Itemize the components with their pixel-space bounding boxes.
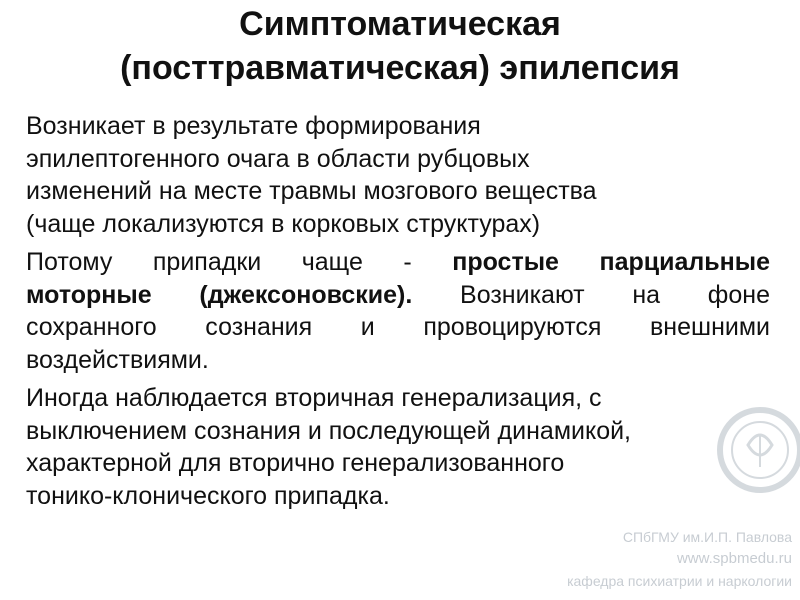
text-line: изменений на месте травмы мозгового вещества [26,177,597,205]
text-line: сохранного сознания и провоцируются внешними [26,313,770,341]
title-line-2: (посттравматическая) эпилепсия [120,49,680,87]
watermark-university: СПбГМУ им.И.П. Павлова [622,529,792,545]
text-line: Иногда наблюдается вторичная генерализация, с [26,384,602,412]
text-line: эпилептогенного очага в области рубцовых [26,144,530,173]
slide-body [26,110,770,518]
text-normal: Возникают на фоне [412,280,770,309]
text-line: воздействиями. [26,345,209,374]
watermark-department: кафедра психиатрии и наркологии [567,573,792,589]
text-line: Возникает в результате формирования [26,112,481,140]
slide-title [0,2,800,90]
text-line [26,246,770,279]
title-line-1: Симптоматическая [239,5,561,43]
text-normal: Потому припадки чаще - [26,248,453,276]
paragraph-seizures [26,246,770,376]
university-seal-watermark [710,395,800,505]
watermark-url: www.spbmedu.ru [676,550,792,567]
paragraph-origin [26,110,770,240]
paragraph-generalization [26,382,770,512]
text-line: выключением сознания и последующей динамикой, [26,416,632,445]
text-line [26,279,770,312]
text-line: характерной для вторично генерализованного [26,449,565,477]
text-line: (чаще локализуются в корковых структурах) [26,209,541,238]
text-bold: простые парциальные [452,248,770,276]
text-bold: моторные (джексоновские). [26,280,413,309]
text-line: тонико-клонического припадка. [26,481,390,510]
